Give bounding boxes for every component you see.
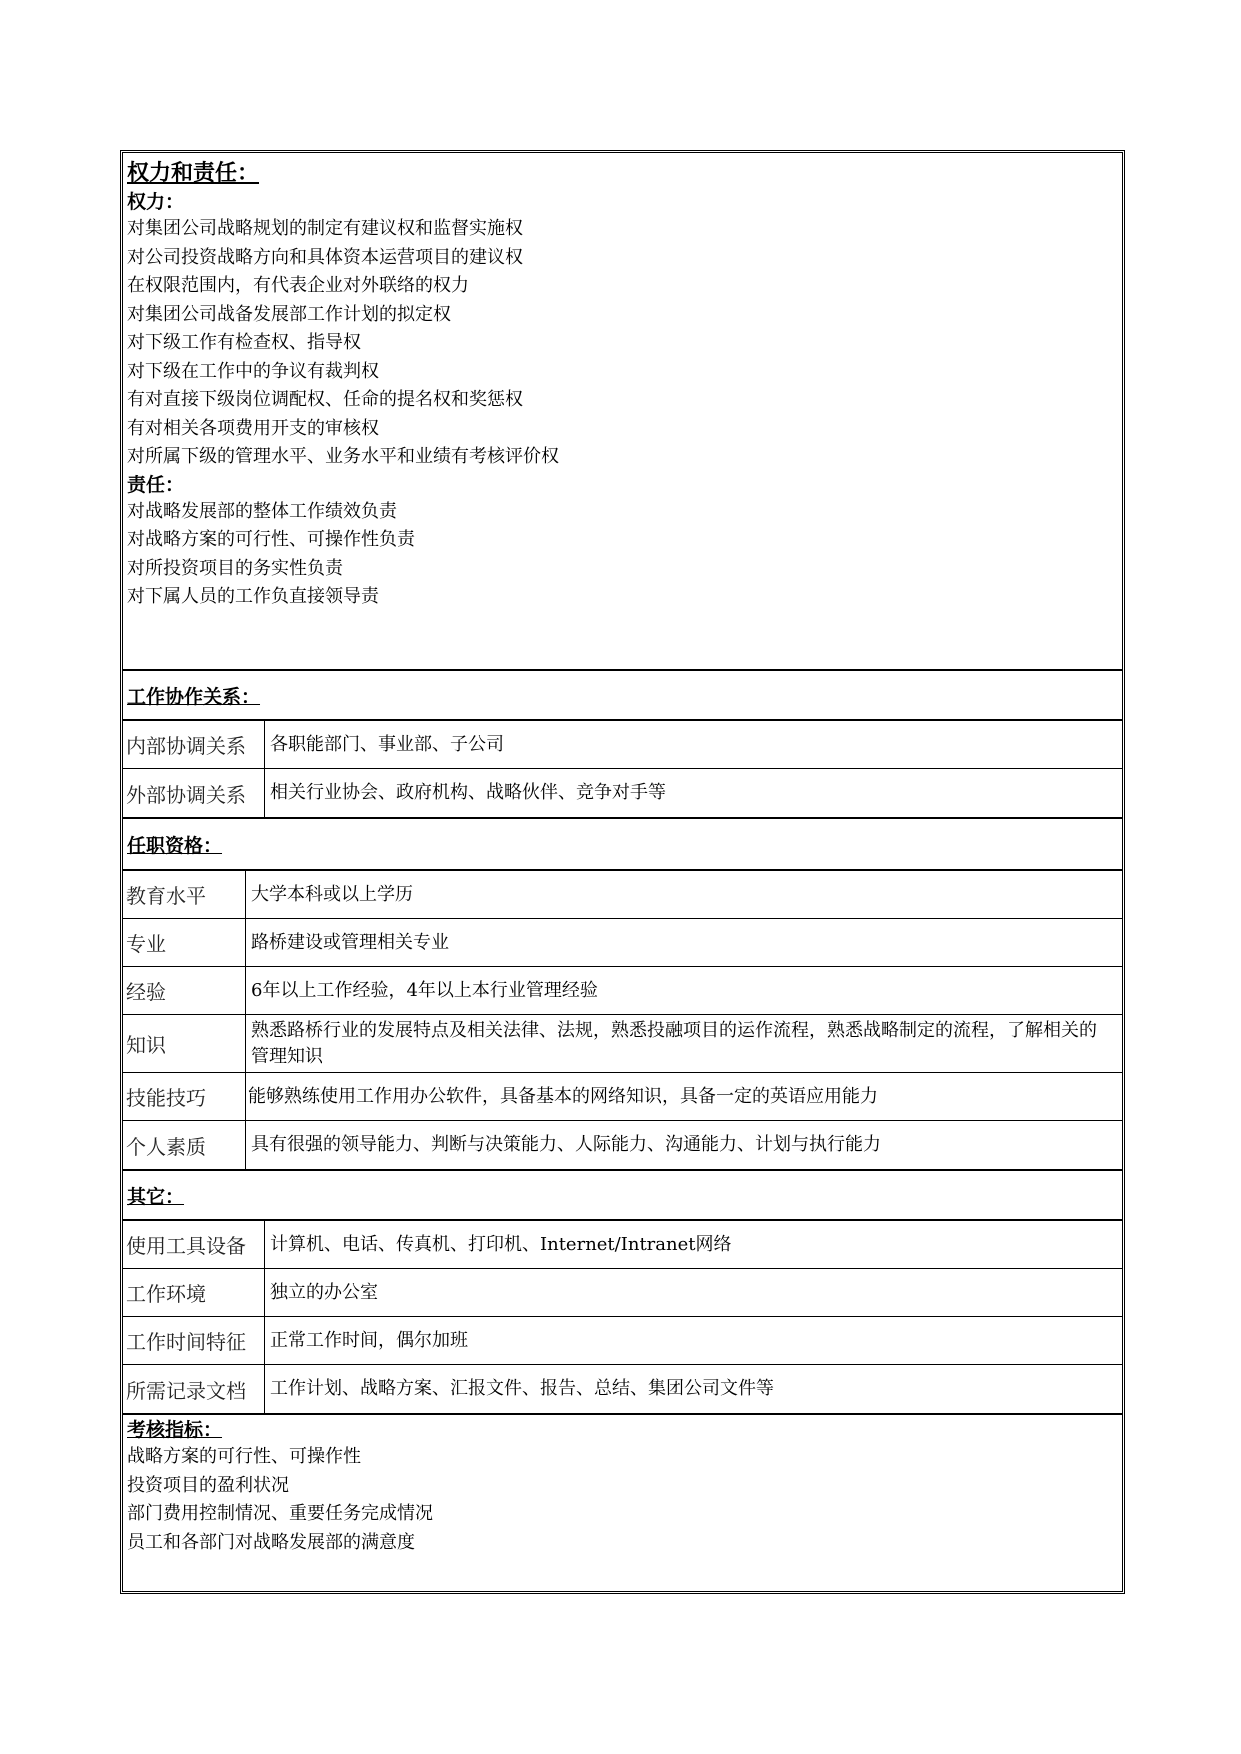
row-value: 各职能部门、事业部、子公司 (270, 733, 504, 755)
duty-item: 对战略发展部的整体工作绩效负责 (127, 500, 397, 522)
row-label: 使用工具设备 (123, 1221, 265, 1268)
row-value: 路桥建设或管理相关专业 (251, 931, 449, 953)
row-value: 相关行业协会、政府机构、战略伙伴、竞争对手等 (270, 782, 666, 803)
row-value: 计算机、电话、传真机、打印机、Internet/Intranet网络 (270, 1233, 732, 1255)
table-row (123, 1221, 1122, 1269)
duty-item: 对所投资项目的务实性负责 (127, 557, 343, 579)
cooperation-table (123, 721, 1122, 819)
row-label: 教育水平 (123, 871, 246, 918)
table-row (123, 1073, 1122, 1121)
powers-list (123, 215, 1122, 472)
power-item: 对公司投资战略方向和具体资本运营项目的建议权 (127, 246, 523, 268)
power-item: 在权限范围内，有代表企业对外联络的权力 (127, 275, 469, 296)
row-label: 知识 (123, 1015, 246, 1072)
row-value: 6年以上工作经验，4年以上本行业管理经验 (251, 979, 598, 1001)
rights-section (123, 153, 1122, 671)
job-description-form (120, 150, 1125, 1594)
kpi-section (123, 1415, 1122, 1591)
table-row (123, 1121, 1122, 1169)
kpi-item: 战略方案的可行性、可操作性 (127, 1446, 361, 1467)
kpi-list (123, 1443, 1122, 1557)
qualifications-title: 任职资格： (127, 834, 223, 857)
row-label: 工作时间特征 (123, 1317, 265, 1364)
row-label: 工作环境 (123, 1269, 265, 1316)
cooperation-header (123, 671, 1122, 721)
row-label: 经验 (123, 967, 246, 1014)
row-label: 内部协调关系 (123, 721, 265, 768)
power-item: 对集团公司战备发展部工作计划的拟定权 (127, 303, 451, 325)
qualifications-header (123, 819, 1122, 871)
duty-item: 对下属人员的工作负直接领导责 (127, 586, 379, 607)
row-value: 独立的办公室 (270, 1281, 378, 1303)
others-header (123, 1171, 1122, 1221)
kpi-item: 部门费用控制情况、重要任务完成情况 (127, 1503, 433, 1524)
row-value: 正常工作时间，偶尔加班 (270, 1329, 468, 1351)
table-row (123, 1365, 1122, 1413)
table-row (123, 967, 1122, 1015)
row-label: 个人素质 (123, 1121, 246, 1169)
row-label: 外部协调关系 (123, 769, 265, 817)
table-row (123, 769, 1122, 817)
cooperation-title: 工作协作关系： (127, 685, 261, 708)
kpi-title: 考核指标： (127, 1419, 223, 1441)
power-item: 对集团公司战略规划的制定有建议权和监督实施权 (127, 218, 523, 239)
others-table (123, 1221, 1122, 1415)
power-item: 对下级在工作中的争议有裁判权 (127, 360, 379, 382)
qualifications-table (123, 871, 1122, 1171)
row-value: 能够熟练使用工作用办公软件，具备基本的网络知识，具备一定的英语应用能力 (248, 1085, 878, 1107)
row-value: 熟悉路桥行业的发展特点及相关法律、法规，熟悉投融项目的运作流程，熟悉战略制定的流程，了解相关的管理知识 (251, 1019, 1097, 1067)
powers-label: 权力： (127, 191, 185, 213)
kpi-item: 投资项目的盈利状况 (127, 1474, 289, 1496)
row-value: 大学本科或以上学历 (251, 883, 413, 905)
rights-title: 权力和责任： (127, 161, 260, 186)
table-row (123, 721, 1122, 769)
others-title: 其它： (127, 1185, 185, 1208)
duties-list (123, 498, 1122, 612)
kpi-item: 员工和各部门对战略发展部的满意度 (127, 1531, 415, 1553)
row-value: 工作计划、战略方案、汇报文件、报告、总结、集团公司文件等 (270, 1378, 774, 1399)
duty-item: 对战略方案的可行性、可操作性负责 (127, 529, 415, 550)
table-row (123, 1317, 1122, 1365)
power-item: 有对直接下级岗位调配权、任命的提名权和奖惩权 (127, 389, 523, 410)
row-label: 技能技巧 (123, 1073, 246, 1120)
table-row (123, 871, 1122, 919)
duties-label: 责任： (127, 473, 185, 496)
power-item: 对所属下级的管理水平、业务水平和业绩有考核评价权 (127, 446, 559, 467)
row-label: 专业 (123, 919, 246, 966)
row-value: 具有很强的领导能力、判断与决策能力、人际能力、沟通能力、计划与执行能力 (251, 1134, 881, 1155)
table-row (123, 919, 1122, 967)
power-item: 有对相关各项费用开支的审核权 (127, 417, 379, 439)
table-row (123, 1269, 1122, 1317)
table-row (123, 1015, 1122, 1073)
power-item: 对下级工作有检查权、指导权 (127, 332, 361, 353)
row-label: 所需记录文档 (123, 1365, 265, 1413)
